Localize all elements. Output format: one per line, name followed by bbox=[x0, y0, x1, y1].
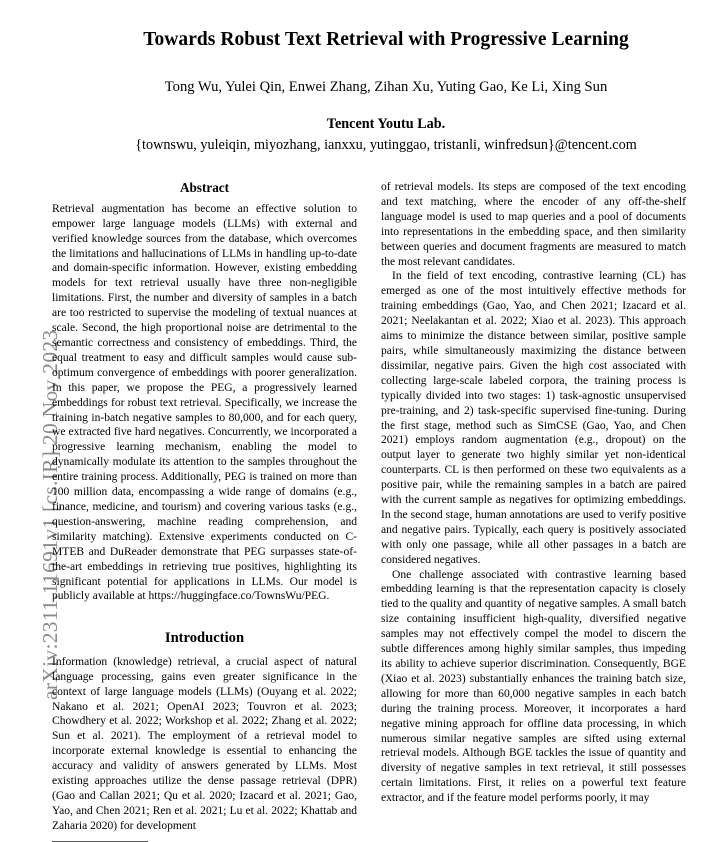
arxiv-identifier-text: arXiv:2311.11691v1 [cs.IR] 20 Nov 2023 bbox=[38, 329, 62, 700]
right-paragraph-1: of retrieval models. Its steps are composed of the text encoding and text matching, where the encoder of any off-the-shelf language model is used to map queries and a pool of documents into representations in the embedding space, and then similarity between queries and document fragments are measured to match the most relevant candidates. bbox=[381, 181, 686, 268]
author-list: Tong Wu, Yulei Qin, Enwei Zhang, Zihan Xu, Yuting Gao, Ke Li, Xing Sun bbox=[164, 79, 608, 96]
right-paragraph-2: In the field of text encoding, contrastive learning (CL) has emerged as one of the most intuitively effective methods for training embeddings (Gao, Yao, and Chen 2021; Izacard et al. 2021; Neelakantan et al. 2022; Xiao et al. 2023). This approach aims to minimize the distance between similar, positive sample pairs, while simultaneously maximizing the distance between dissimilar, negative pairs. Given the high cost associated with collecting large-scale labeled corpora, the training process is typically divided into two stages: 1) task-agnostic unsupervised pre-training, and 2) task-specific supervised fine-tuning. During the first stage, method such as SimCSE (Gao, Yao, and Chen 2021) employs random augmentation (e.g., dropout) on the output layer to generate two highly similar yet non-identical counterparts. CL is then performed on these two equivalents as a positive pair, while the remaining samples in a batch are paired with the current sample as negatives for optimizing embeddings. In the second stage, human annotations are used to verify positive and negative pairs. Typically, each query is positively associated with only one passage, while all other passages in a batch are considered negatives. bbox=[381, 270, 686, 566]
title-block bbox=[80, 0, 692, 154]
abstract-body: Retrieval augmentation has become an effective solution to empower large language models (LLMs) with external and verified knowledge sources from the database, which overcomes the limitations and hallucinations of LLMs in handling up-to-date and domain-specific information. However, existing embedding models for text retrieval usually have three non-negligible limitations. First, the number and diversity of samples in a batch are too restricted to supervise the modeling of textual nuances at scale. Second, the high proportional noise are detrimental to the semantic correctness and consistency of embeddings. Third, the equal treatment to easy and difficult samples would cause sub-optimum convergence of embeddings with poorer generalization. In this paper, we propose the PEG, a progressively learned embeddings for robust text retrieval. Specifically, we increase the training in-batch negative samples to 80,000, and for each query, we extracted five hard negatives. Concurrently, we incorporated a progressive learning mechanism, enabling the model to dynamically modulate its attention to the samples throughout the entire training process. Additionally, PEG is trained on more than 100 million data, encompassing a wide range of domains (e.g., finance, medicine, and tourism) and covering various tasks (e.g., question-answering, machine reading comprehension, and similarity matching). Extensive experiments conducted on C-MTEB and DuReader demonstrate that PEG surpasses state-of-the-art embeddings in retrieving true positives, highlighting its significant potential for applications in LLMs. Our model is publicly available at https://huggingface.co/TownsWu/PEG. bbox=[52, 202, 357, 603]
paper-page bbox=[52, 0, 720, 832]
author-emails: {townswu, yuleiqin, miyozhang, ianxxu, yutinggao, tristanli, winfredsun}@tencent.com bbox=[135, 137, 637, 154]
abstract-heading: Abstract bbox=[179, 180, 230, 195]
arxiv-stamp bbox=[0, 0, 62, 815]
left-column bbox=[52, 180, 357, 842]
page-title: Towards Robust Text Retrieval with Progressive Learning bbox=[143, 29, 629, 50]
introduction-heading: Introduction bbox=[164, 630, 245, 647]
introduction-paragraph: Information (knowledge) retrieval, a crucial aspect of natural language processing, gains even greater significance in the context of large language models (LLMs) (Ouyang et al. 2022; Nakano et al. 2021; OpenAI 2023; Touvron et al. 2023; Chowdhery et al. 2022; Workshop et al. 2022; Zhang et al. 2022; Sun et al. 2021). The employment of a retrieval model to incorporate external knowledge is essential to enhancing the accuracy and validity of answers generated by LLMs. Most existing approaches utilize the dense passage retrieval (DPR) (Gao and Callan 2021; Qu et al. 2020; Izacard et al. 2021; Gao, Yao, and Chen 2021; Ren et al. 2021; Lu et al. 2022; Khattab and Zaharia 2020) for development bbox=[52, 655, 357, 832]
right-column bbox=[381, 180, 686, 842]
affiliation: Tencent Youtu Lab. bbox=[326, 116, 446, 133]
right-paragraph-3: One challenge associated with contrastive learning based embedding learning is that the representation capacity is closely tied to the quality and quantity of negative samples. A small batch size containing insufficient high-quality, diversified negative samples may not effectively compel the model to discern the subtle differences among highly similar samples, thus impeding its ability to achieve superior discrimination. Consequently, BGE (Xiao et al. 2023) substantially enhances the training batch size, allowing for more than 60,000 negative samples in each batch during the training process. Moreover, it incorporates a hard negative mining approach for offline data processing, in which numerous similar negative samples are sifted using external retrieval models. Although BGE tackles the issue of quantity and diversity of negative samples in text retrieval, it still possesses certain limitations. First, it relies on a powerful text feature extractor, and if the feature model performs poorly, it may bbox=[381, 568, 686, 805]
two-column-body bbox=[52, 180, 720, 842]
